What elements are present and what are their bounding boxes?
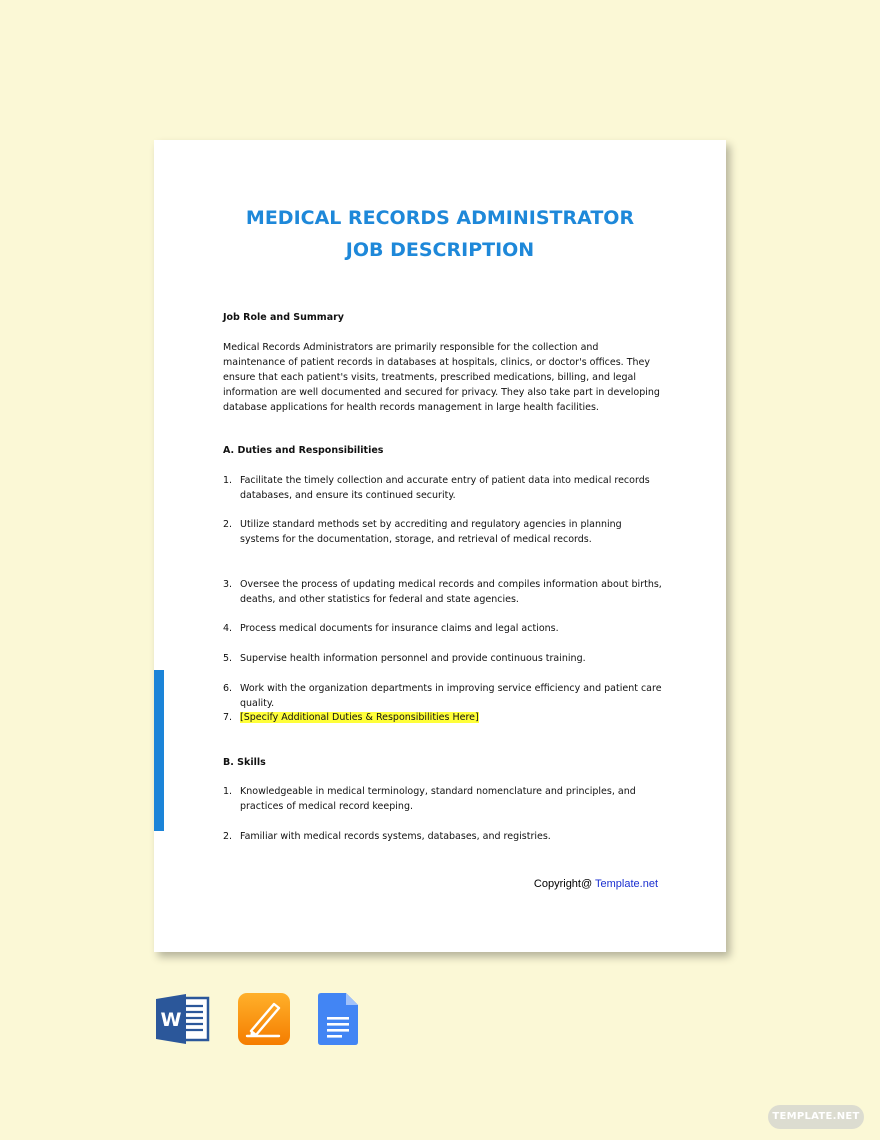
title-line-1: MEDICAL RECORDS ADMINISTRATOR: [245, 207, 635, 229]
list-item: [223, 681, 663, 711]
google-docs-icon[interactable]: [318, 993, 358, 1045]
list-number: 3.: [223, 579, 233, 590]
document-title: [154, 202, 726, 266]
word-letter: W: [160, 1009, 182, 1031]
placeholder-highlight[interactable]: [Specify Additional Duties & Responsibilities Here]: [240, 712, 479, 723]
list-text: Process medical documents for insurance claims and legal actions.: [240, 623, 559, 634]
list-number: 5.: [223, 653, 233, 664]
list-number: 6.: [223, 683, 233, 694]
list-item: [223, 577, 663, 607]
list-number: 4.: [223, 623, 233, 634]
list-text: Supervise health information personnel and provide continuous training.: [240, 653, 586, 664]
list-text: Knowledgeable in medical terminology, standard nomenclature and principles, and practices of medical record keeping.: [240, 786, 636, 812]
pages-icon[interactable]: [238, 993, 290, 1045]
accent-bar: [154, 670, 164, 831]
document-page: [154, 140, 726, 952]
list-number: 2.: [223, 519, 233, 530]
watermark-badge[interactable]: TEMPLATE.NET: [768, 1105, 864, 1129]
list-number: 1.: [223, 475, 233, 486]
list-item: [223, 517, 663, 547]
list-text: Oversee the process of updating medical records and compiles information about births, deaths, and other statistics for federal and state agencies.: [240, 579, 662, 605]
summary-paragraph: Medical Records Administrators are primarily responsible for the collection and maintenance of patient records in databases at hospitals, clinics, or doctor's offices. They ensure that each patient's visits, treatments, prescribed medications, billing, and legal information are well documented and secured for privacy. They also take part in developing database applications for health records management in large health facilities.: [223, 342, 660, 413]
list-item: [223, 473, 663, 503]
skills-heading: B. Skills: [223, 757, 266, 768]
word-icon[interactable]: [156, 994, 210, 1044]
copyright-prefix: Copyright@: [533, 878, 596, 890]
list-text: Facilitate the timely collection and accurate entry of patient data into medical records databases, and ensure its continued security.: [240, 475, 650, 501]
copyright-link[interactable]: Template.net: [595, 878, 658, 890]
copyright-notice: [534, 878, 658, 890]
summary-heading: Job Role and Summary: [223, 312, 344, 323]
list-text: Work with the organization departments in improving service efficiency and patient care quality.: [240, 683, 662, 709]
list-text: Utilize standard methods set by accrediting and regulatory agencies in planning systems for the documentation, storage, and retrieval of medical records.: [240, 519, 622, 545]
list-item: [223, 784, 663, 814]
list-number: 2.: [223, 831, 233, 842]
title-line-2: JOB DESCRIPTION: [345, 239, 535, 261]
duties-heading: A. Duties and Responsibilities: [223, 445, 384, 456]
list-item: [223, 710, 663, 725]
list-item: [223, 829, 663, 844]
list-text: Familiar with medical records systems, databases, and registries.: [240, 831, 551, 842]
list-number: 1.: [223, 786, 233, 797]
list-number: 7.: [223, 712, 233, 723]
list-item: [223, 621, 663, 636]
list-item: [223, 651, 663, 666]
